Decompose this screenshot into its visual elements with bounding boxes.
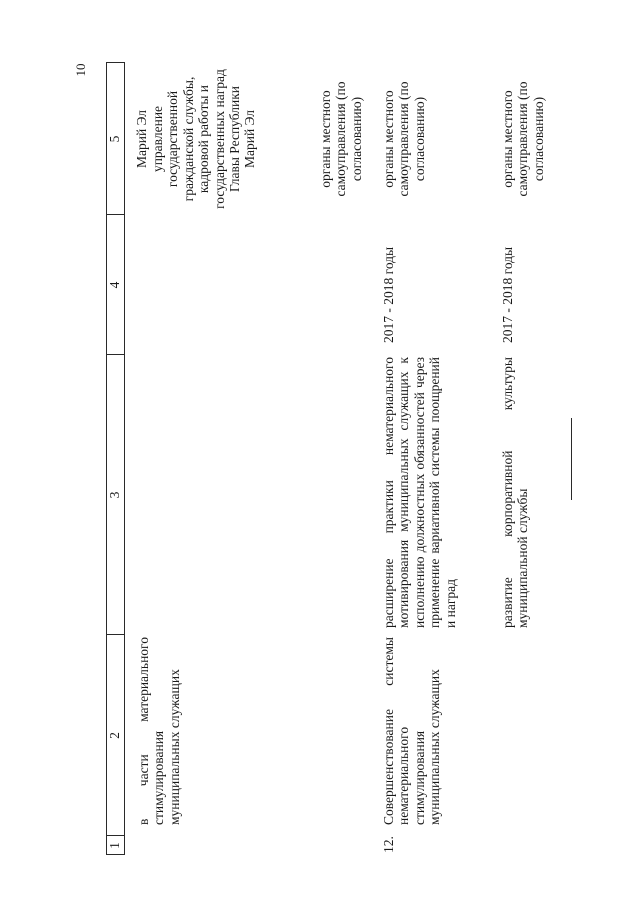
column-header-1: 1 <box>107 842 122 849</box>
row-12b-executors: органы местного самоуправления (по согласованию) <box>500 81 546 197</box>
row-12-period: 2017 - 2018 годы <box>381 246 396 343</box>
row-12b-period: 2017 - 2018 годы <box>500 246 515 343</box>
row-12-measure: Совершенствование системы нематериального стимулирования муниципальных служащих <box>381 637 443 825</box>
column-header-5: 5 <box>107 135 122 143</box>
row-12-content: расширение практики нематериального мотивирования муниципальных служащих к исполнению должностных обязанностей через применение вариативной системы поощрений и наград <box>381 357 458 628</box>
header-bottom-border <box>124 62 125 855</box>
row-12-number: 12. <box>381 836 396 853</box>
page-number: 10 <box>73 63 88 77</box>
footer-rule <box>571 418 572 500</box>
row-1-executor-line-1: Марий Эл <box>134 109 149 169</box>
row-1-executor-line-3: органы местного самоуправления (по согласованию) <box>318 81 364 197</box>
column-header-4: 4 <box>107 281 122 289</box>
row-1-executor-line-2: управление государственной гражданской службы, кадровой работы и государственных наград Главы Республики Марий Эл <box>150 69 258 209</box>
column-header-3: 3 <box>107 491 122 499</box>
column-header-2: 2 <box>107 732 122 739</box>
row-1-measure: в части материального стимулирования муниципальных служащих <box>136 637 182 825</box>
row-12-executors: органы местного самоуправления (по согласованию) <box>381 81 427 197</box>
row-12b-content: развитие корпоративной культуры муниципальной службы <box>500 357 531 628</box>
